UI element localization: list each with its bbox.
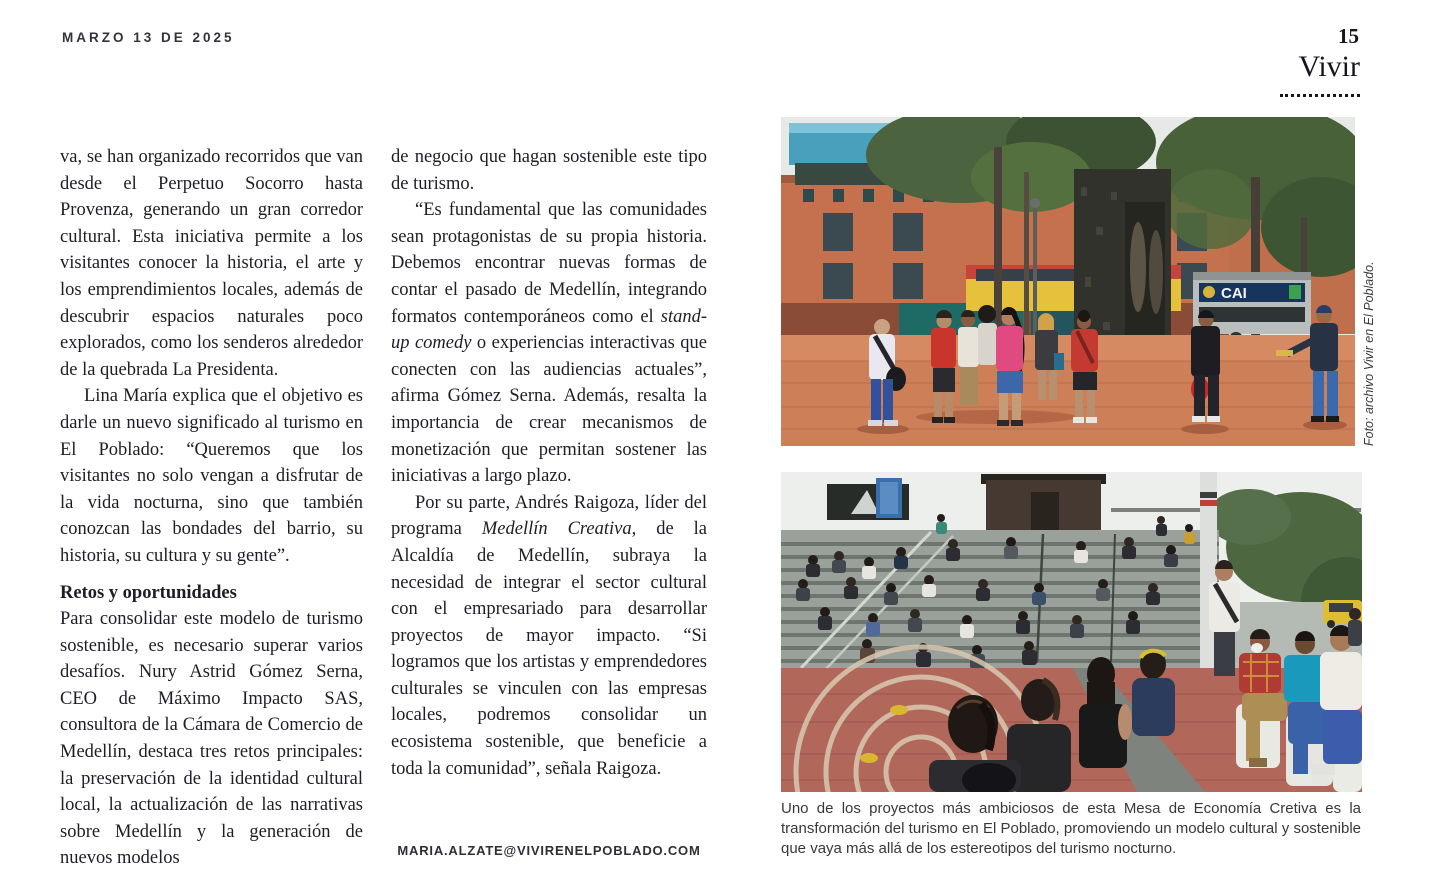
italic-phrase: stand-up comedy bbox=[391, 306, 707, 354]
photo1-illustration bbox=[781, 117, 1355, 446]
photo-crowd-on-steps bbox=[781, 472, 1362, 792]
paragraph: Por su parte, Andrés Raigoza, líder del programa Medellín Creativa, de la Alcaldía de Medellín, subraya la necesidad de integrar el sector cultural con el empresariado para desarrollar proyectos de mayor impacto. “Si logramos que los artistas y emprendedores culturales se vinculen con las empresas locales, podremos consolidar un ecosistema sostenible, que beneficie a toda la comunidad”, señala Raigoza. bbox=[391, 492, 708, 779]
paragraph: de negocio que hagan sostenible este tipo de turismo. bbox=[391, 147, 707, 194]
author-email: MARIA.ALZATE@VIVIRENELPOBLADO.COM bbox=[397, 843, 701, 858]
paragraph: Lina María explica que el objetivo es darle un nuevo significado al turismo en El Poblado: “Queremos que los visitantes no solo vengan a disfrutar de la vida nocturna, sino que también conozcan las bondades del barrio, su historia, su cultura y su gente”. bbox=[60, 386, 363, 566]
photo-caption: Uno de los proyectos más ambiciosos de esta Mesa de Economía Cretiva es la transformación del turismo en El Poblado, promoviendo un modelo cultural y sostenible que vaya más allá de los estereotipos del turismo nocturno. bbox=[781, 800, 1361, 857]
section-dotted-rule bbox=[1280, 94, 1360, 97]
italic-phrase: Medellín Creativa bbox=[481, 519, 632, 540]
photo-plaza-el-poblado bbox=[781, 117, 1355, 446]
photo-credit: Foto: archivo Vivir en El Poblado. bbox=[1362, 261, 1376, 446]
cai-sign-label: CAI bbox=[1221, 285, 1247, 302]
page-number: 15 bbox=[1338, 24, 1359, 48]
paragraph: “Es fundamental que las comunidades sean protagonistas de su propia historia. Debemos encontrar nuevas formas de contar el pasado de Medellín, integrando formatos contemporáneos como el stand-up comedy o experiencias interactivas que conecten con las audiencias actuales”, afirma Gómez Serna. Además, resalta la importancia de crear mecanismos de monetización que permitan sostener las iniciativas a largo plazo. bbox=[391, 200, 708, 487]
article-subhead: Retos y oportunidades bbox=[60, 582, 237, 603]
paragraph: Para consolidar este modelo de turismo sostenible, es necesario superar varios desafíos. Nury Astrid Gómez Serna, CEO de Máximo Impacto SAS, consultora de la Cámara de Comercio de Medellín, destaca tres retos principales: la preservación de la identidad cultural local, la actualización de las narrativas sobre Medellín y la generación de nuevos modelos bbox=[60, 609, 363, 869]
section-title: Vivir bbox=[1298, 50, 1360, 83]
article-column-2 bbox=[391, 144, 707, 782]
paragraph: va, se han organizado recorridos que van desde el Perpetuo Socorro hasta Provenza, generando un gran corredor cultural. Esta iniciativa permite a los visitantes conocer la historia, el arte y los emprendimientos locales, además de descubrir espacios naturales poco explorados, como los senderos alrededor de la quebrada La Presidenta. bbox=[60, 147, 363, 380]
photo2-illustration bbox=[781, 472, 1362, 792]
article-column-1 bbox=[60, 144, 363, 872]
page-date: MARZO 13 DE 2025 bbox=[62, 30, 235, 45]
